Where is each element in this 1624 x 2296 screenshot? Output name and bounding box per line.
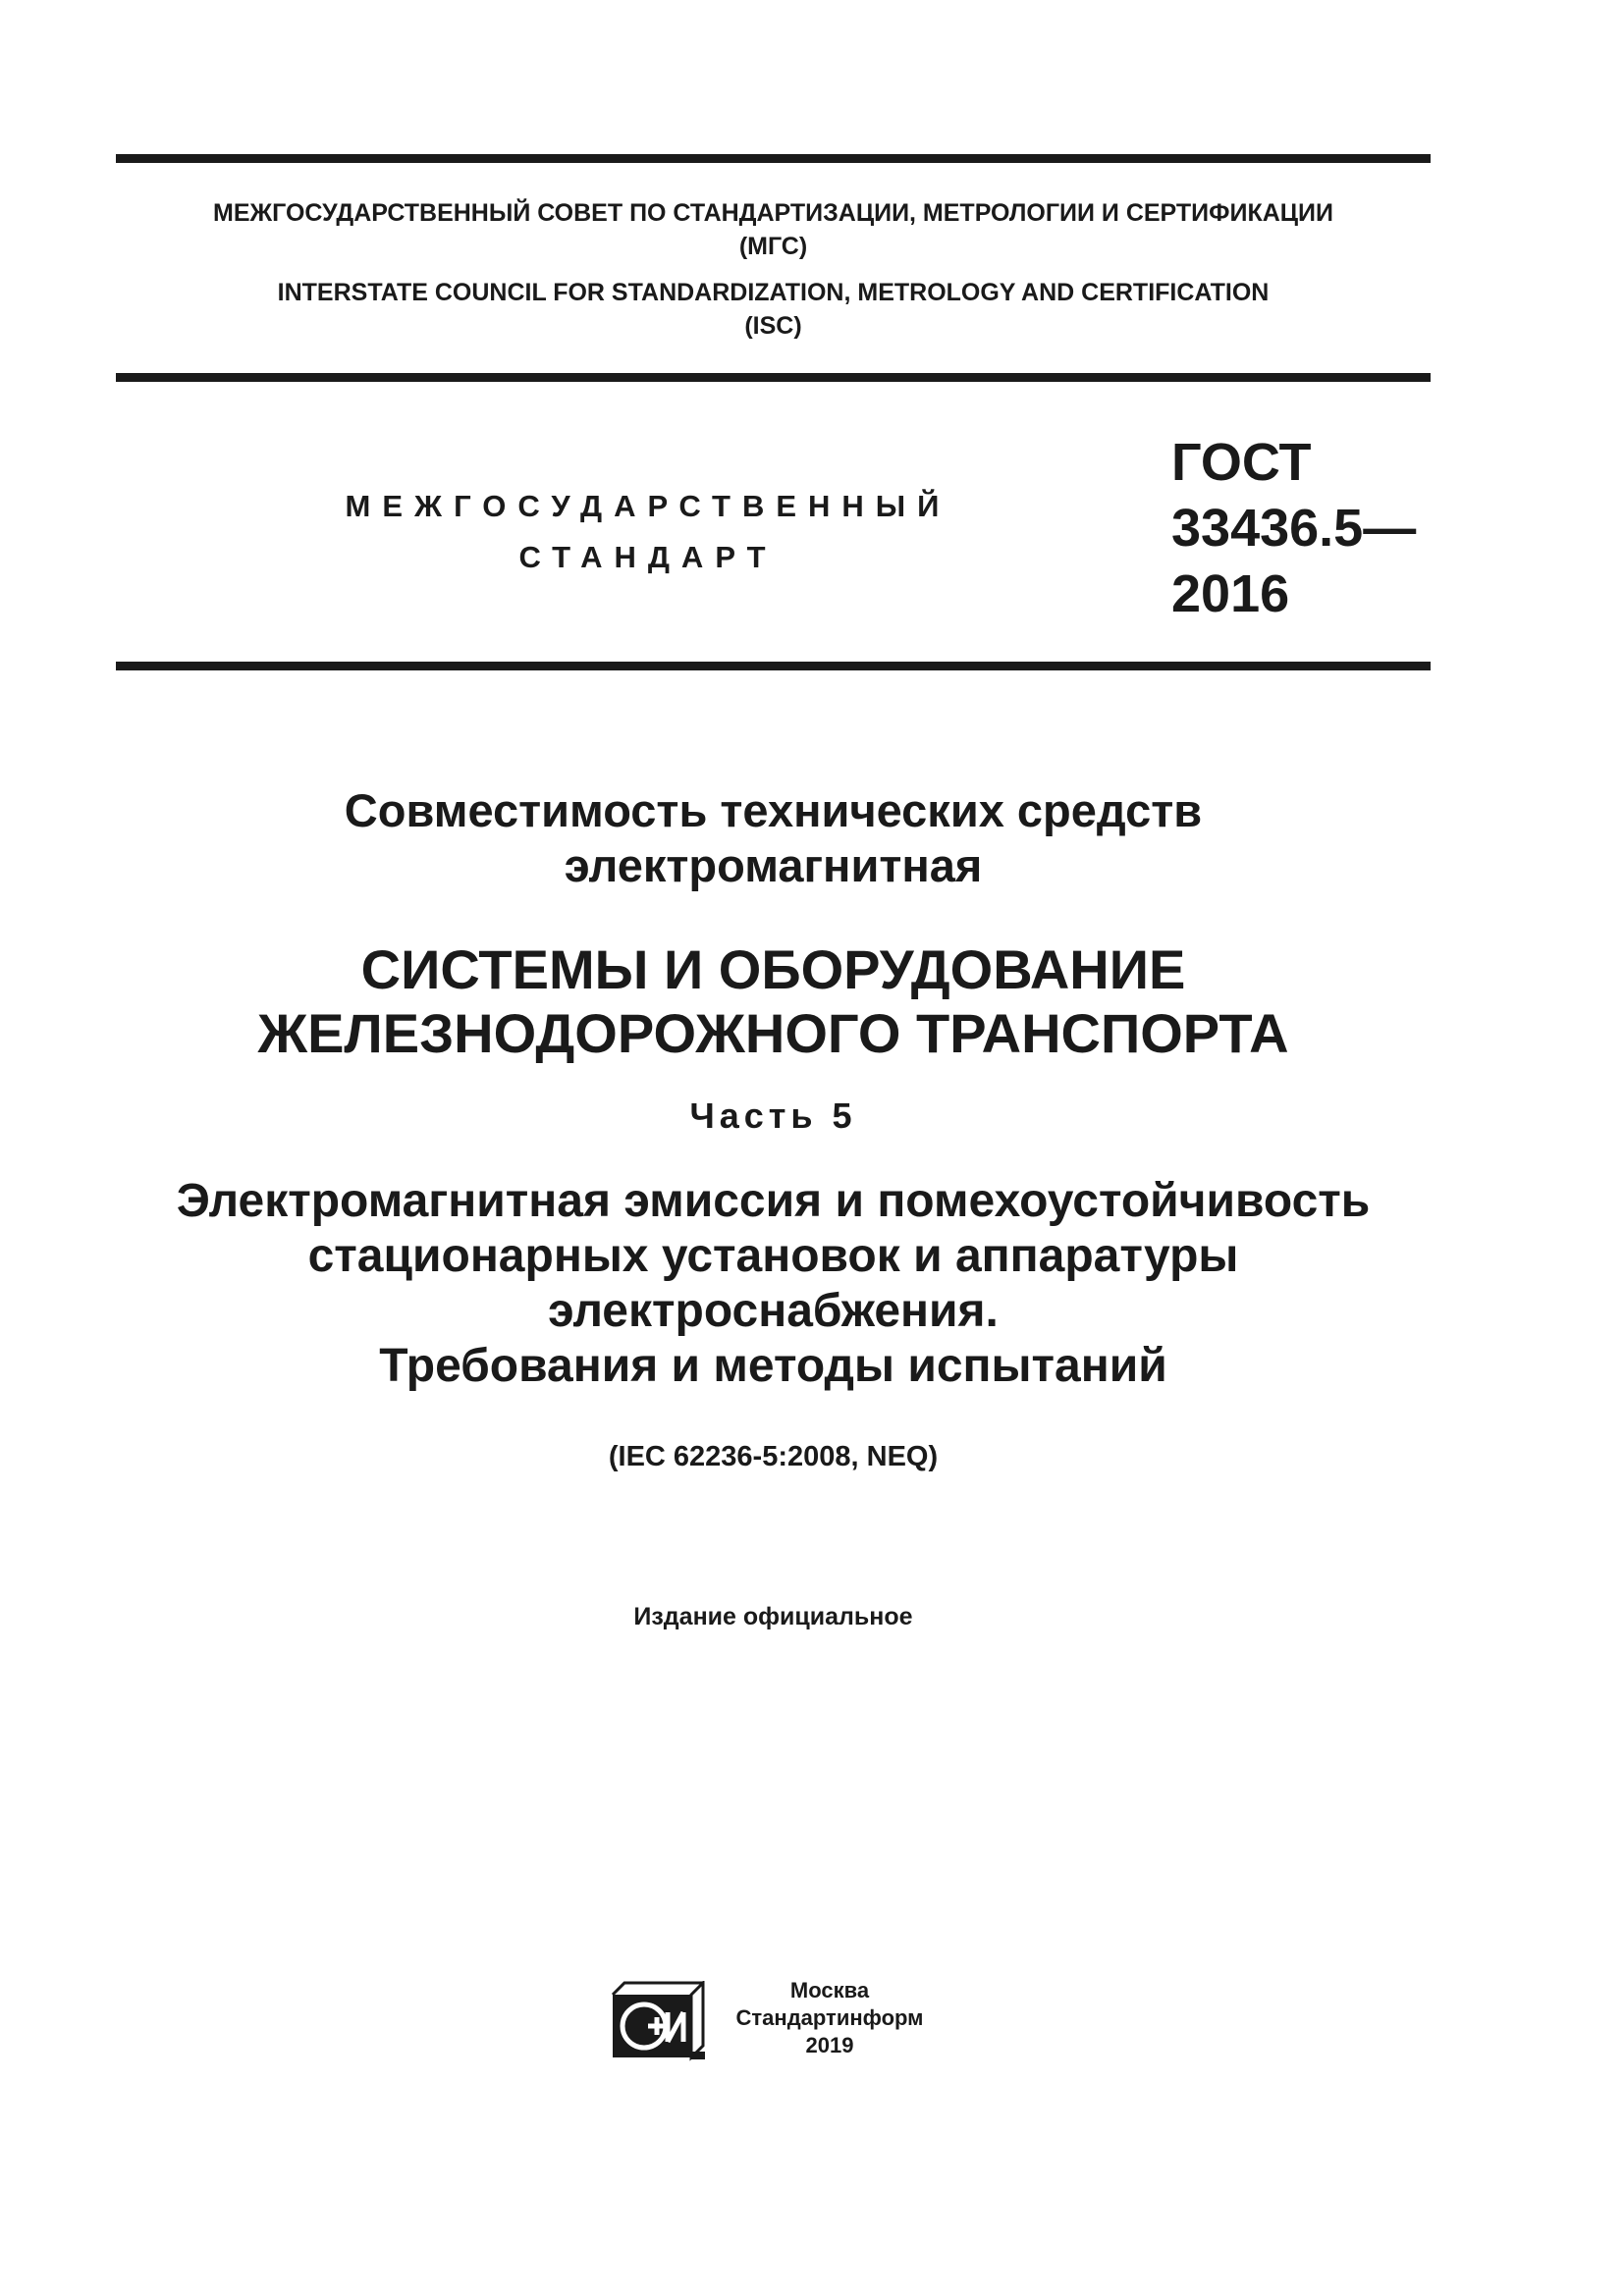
publisher-block bbox=[717, 1977, 943, 2059]
council-name-en bbox=[116, 276, 1431, 343]
council-abbr-ru: (МГС) bbox=[738, 233, 808, 260]
document-part: Часть 5 bbox=[689, 1095, 857, 1136]
document-title-main: СИСТЕМЫ И ОБОРУДОВАНИЕ ЖЕЛЕЗНОДОРОЖНОГО ТРАНСПОРТА bbox=[257, 938, 1289, 1064]
title-divider bbox=[116, 662, 1431, 670]
standard-type-line1: МЕЖГОСУДАРСТВЕННЫЙ bbox=[345, 489, 951, 523]
council-name-ru bbox=[116, 196, 1431, 263]
council-name-ru-line: МЕЖГОСУДАРСТВЕННЫЙ СОВЕТ ПО СТАНДАРТИЗАЦИИ, МЕТРОЛОГИИ И СЕРТИФИКАЦИИ bbox=[213, 199, 1333, 227]
document-title-general: Совместимость технических средств электромагнитная bbox=[344, 784, 1203, 891]
header-divider bbox=[116, 373, 1431, 382]
publisher-name: Стандартинформ bbox=[735, 2005, 924, 2030]
iec-reference: (IEC 62236-5:2008, NEQ) bbox=[608, 1441, 939, 1472]
standard-type-line2: СТАНДАРТ bbox=[518, 540, 778, 574]
document-subtitle: Электромагнитная эмиссия и помехоустойчивость стационарных установок и аппаратуры электроснабжения. Требования и методы испытаний bbox=[176, 1175, 1371, 1392]
council-name-en-line: INTERSTATE COUNCIL FOR STANDARDIZATION, METROLOGY AND CERTIFICATION bbox=[277, 279, 1270, 306]
top-divider bbox=[116, 154, 1431, 163]
standard-type-label bbox=[295, 481, 1001, 583]
edition-note: Издание официальное bbox=[633, 1603, 913, 1630]
standard-number: ГОСТ 33436.5— 2016 bbox=[1171, 433, 1417, 623]
publication-year: 2019 bbox=[805, 2033, 854, 2057]
council-abbr-en: (ISC) bbox=[744, 312, 802, 340]
standartinform-logo-icon bbox=[609, 1981, 707, 2061]
publisher-city: Москва bbox=[789, 1978, 870, 2002]
